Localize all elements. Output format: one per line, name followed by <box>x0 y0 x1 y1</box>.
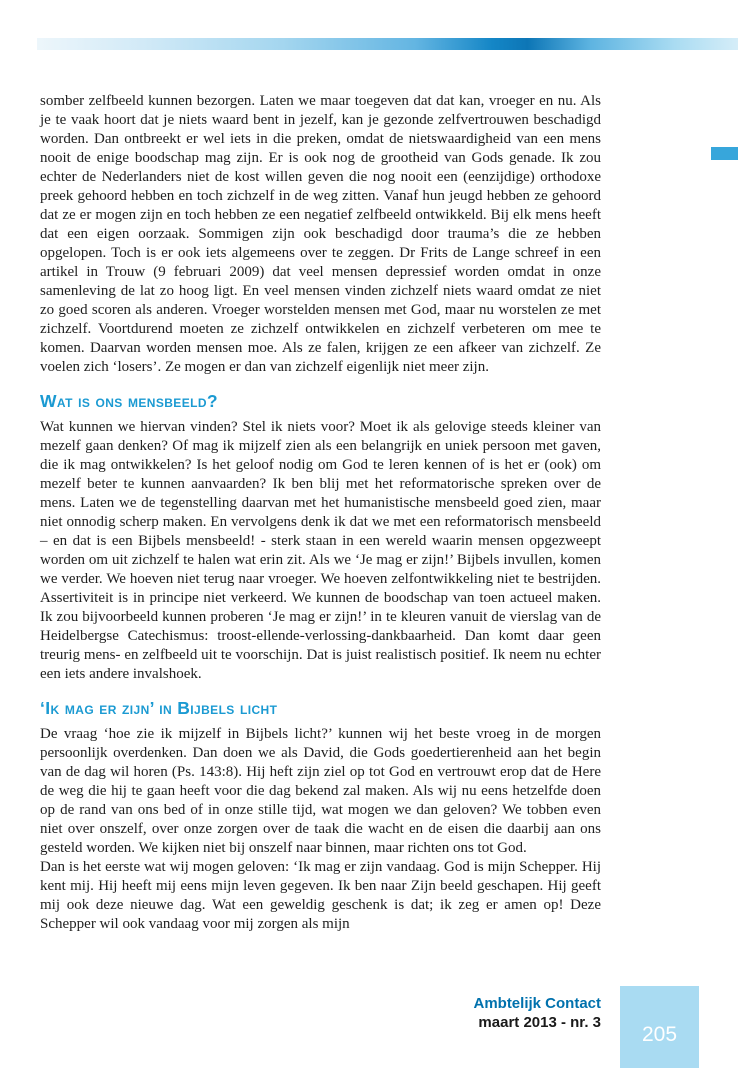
section-paragraph: De vraag ‘hoe zie ik mijzelf in Bijbels licht?’ kunnen wij het beste vroeg in de morgen persoonlijk overdenken. Dan doen we als David, die Gods goedertierenheid aan het begin van de dag wil horen (Ps. 143:8). Hij heft zijn ziel op tot God en vertrouwt erop dat de Here de weg die hij te gaan heeft voor die dag bekend zal maken. Als wij nu eens hetzelfde doen op de rand van ons bed of in onze stille tijd, wat mogen we dan geloven? We tobben even niet over onszelf, over onze zorgen over de taak die wacht en de eisen die daarbij aan ons gesteld worden. We kijken niet bij onszelf naar binnen, maar richten ons tot God. <box>40 726 601 856</box>
page-number-box <box>620 986 699 1068</box>
section-paragraph: Dan is het eerste wat wij mogen geloven: ‘Ik mag er zijn vandaag. God is mijn Schepper. Hij kent mij. Hij heeft mij eens mijn leven gegeven. Ik ben naar Zijn beeld geschapen. Hij geeft mij ook deze nieuwe dag. Wat een geweldig geschenk is dat; ik zeg er amen op! Deze Schepper wil ook vandaag voor mij zorgen als mijn <box>40 859 601 932</box>
journal-title: Ambtelijk Contact <box>473 995 601 1012</box>
right-edge-accent-square <box>711 147 738 160</box>
intro-paragraph: somber zelfbeeld kunnen bezorgen. Laten we maar toegeven dat dat kan, vroeger en nu. Als je te vaak hoort dat je niets waard bent in jezelf, kan je gezonde zelfvertrouwen beschadigd worden. Dan ontbreekt er wel iets in die preken, omdat de nietswaardigheid van een mens nooit de enige boodschap mag zijn. Er is ook nog de grootheid van Gods genade. Ik zou echter de Nederlanders niet de kost willen geven die nog nooit een (eenzijdige) orthodoxe preek gehoord hebben en toch zichzelf in de weg zitten. Vanaf hun jeugd hebben ze gehoord dat ze er mogen zijn en toch hebben ze een negatief zelfbeeld ontwikkeld. Bij elk mens heeft dat een eigen oorzaak. Sommigen zijn ook beschadigd door trauma’s die ze hebben opgelopen. Toch is er ook iets algemeens over te zeggen. Dr Frits de Lange schreef in een artikel in Trouw (9 februari 2009) dat veel mensen depressief worden omdat in onze samenleving de lat zo hoog ligt. En veel mensen vinden zichzelf niets waard omdat ze niet zo goed scoren als anderen. Vroeger worstelden mensen met God, maar nu worstelen ze met zichzelf. Voortdurend moeten ze zichzelf ontwikkelen en zichzelf verbeteren om mee te komen. Daarvan worden mensen moe. Als ze falen, krijgen ze een afkeer van zichzelf. Ze voelen zich ‘losers’. Ze mogen er dan van zichzelf eigenlijk niet meer zijn. <box>40 93 601 375</box>
top-decorative-gradient-bar <box>37 38 738 50</box>
page-number: 205 <box>641 1023 678 1046</box>
footer-meta <box>473 994 601 1032</box>
section-heading-bijbels-licht: ‘Ik mag er zijn’ in Bijbels licht <box>40 698 278 718</box>
section-paragraph: Wat kunnen we hiervan vinden? Stel ik niets voor? Moet ik als gelovige steeds kleiner van mezelf gaan denken? Of mag ik mijzelf zien als een belangrijk en uniek persoon met gaven, die ik mag ontwikkelen? Is het geloof nodig om God te leren kennen of is het er (ook) om mezelf beter te kunnen aanvaarden? Ik ben blij met het reformatorische spreken over de mens. Laten we de tegenstelling daarvan met het humanistische mensbeeld goed zien, maar niet onnodig scherp maken. En vervolgens denk ik dat we met een reformatorisch mensbeeld – en dat is een Bijbels mensbeeld! - sterk staan in een wereld waarin mensen opgezweept worden om uit zichzelf te halen wat erin zit. Als we ‘Je mag er zijn!’ Bijbels invullen, komen we verder. We hoeven niet terug naar vroeger. We hoeven zelfontwikkeling niet te bestrijden. Assertiviteit is in principe niet verkeerd. We kunnen de boodschap van toen actueel maken. Ik zou bijvoorbeeld kunnen proberen ‘Je mag er zijn!’ in te kleuren vanuit de vierslag van de Heidelbergse Catechismus: troost-ellende-verlossing-dankbaarheid. Dan komt daar geen treurig mens- en zelfbeeld uit te voorschijn. Dat is juist realistisch positief. Ik neem nu echter een iets andere invalshoek. <box>40 419 601 682</box>
section-heading-mensbeeld: Wat is ons mensbeeld? <box>40 391 218 411</box>
issue-info: maart 2013 - nr. 3 <box>478 1014 601 1031</box>
article-body <box>40 92 601 934</box>
